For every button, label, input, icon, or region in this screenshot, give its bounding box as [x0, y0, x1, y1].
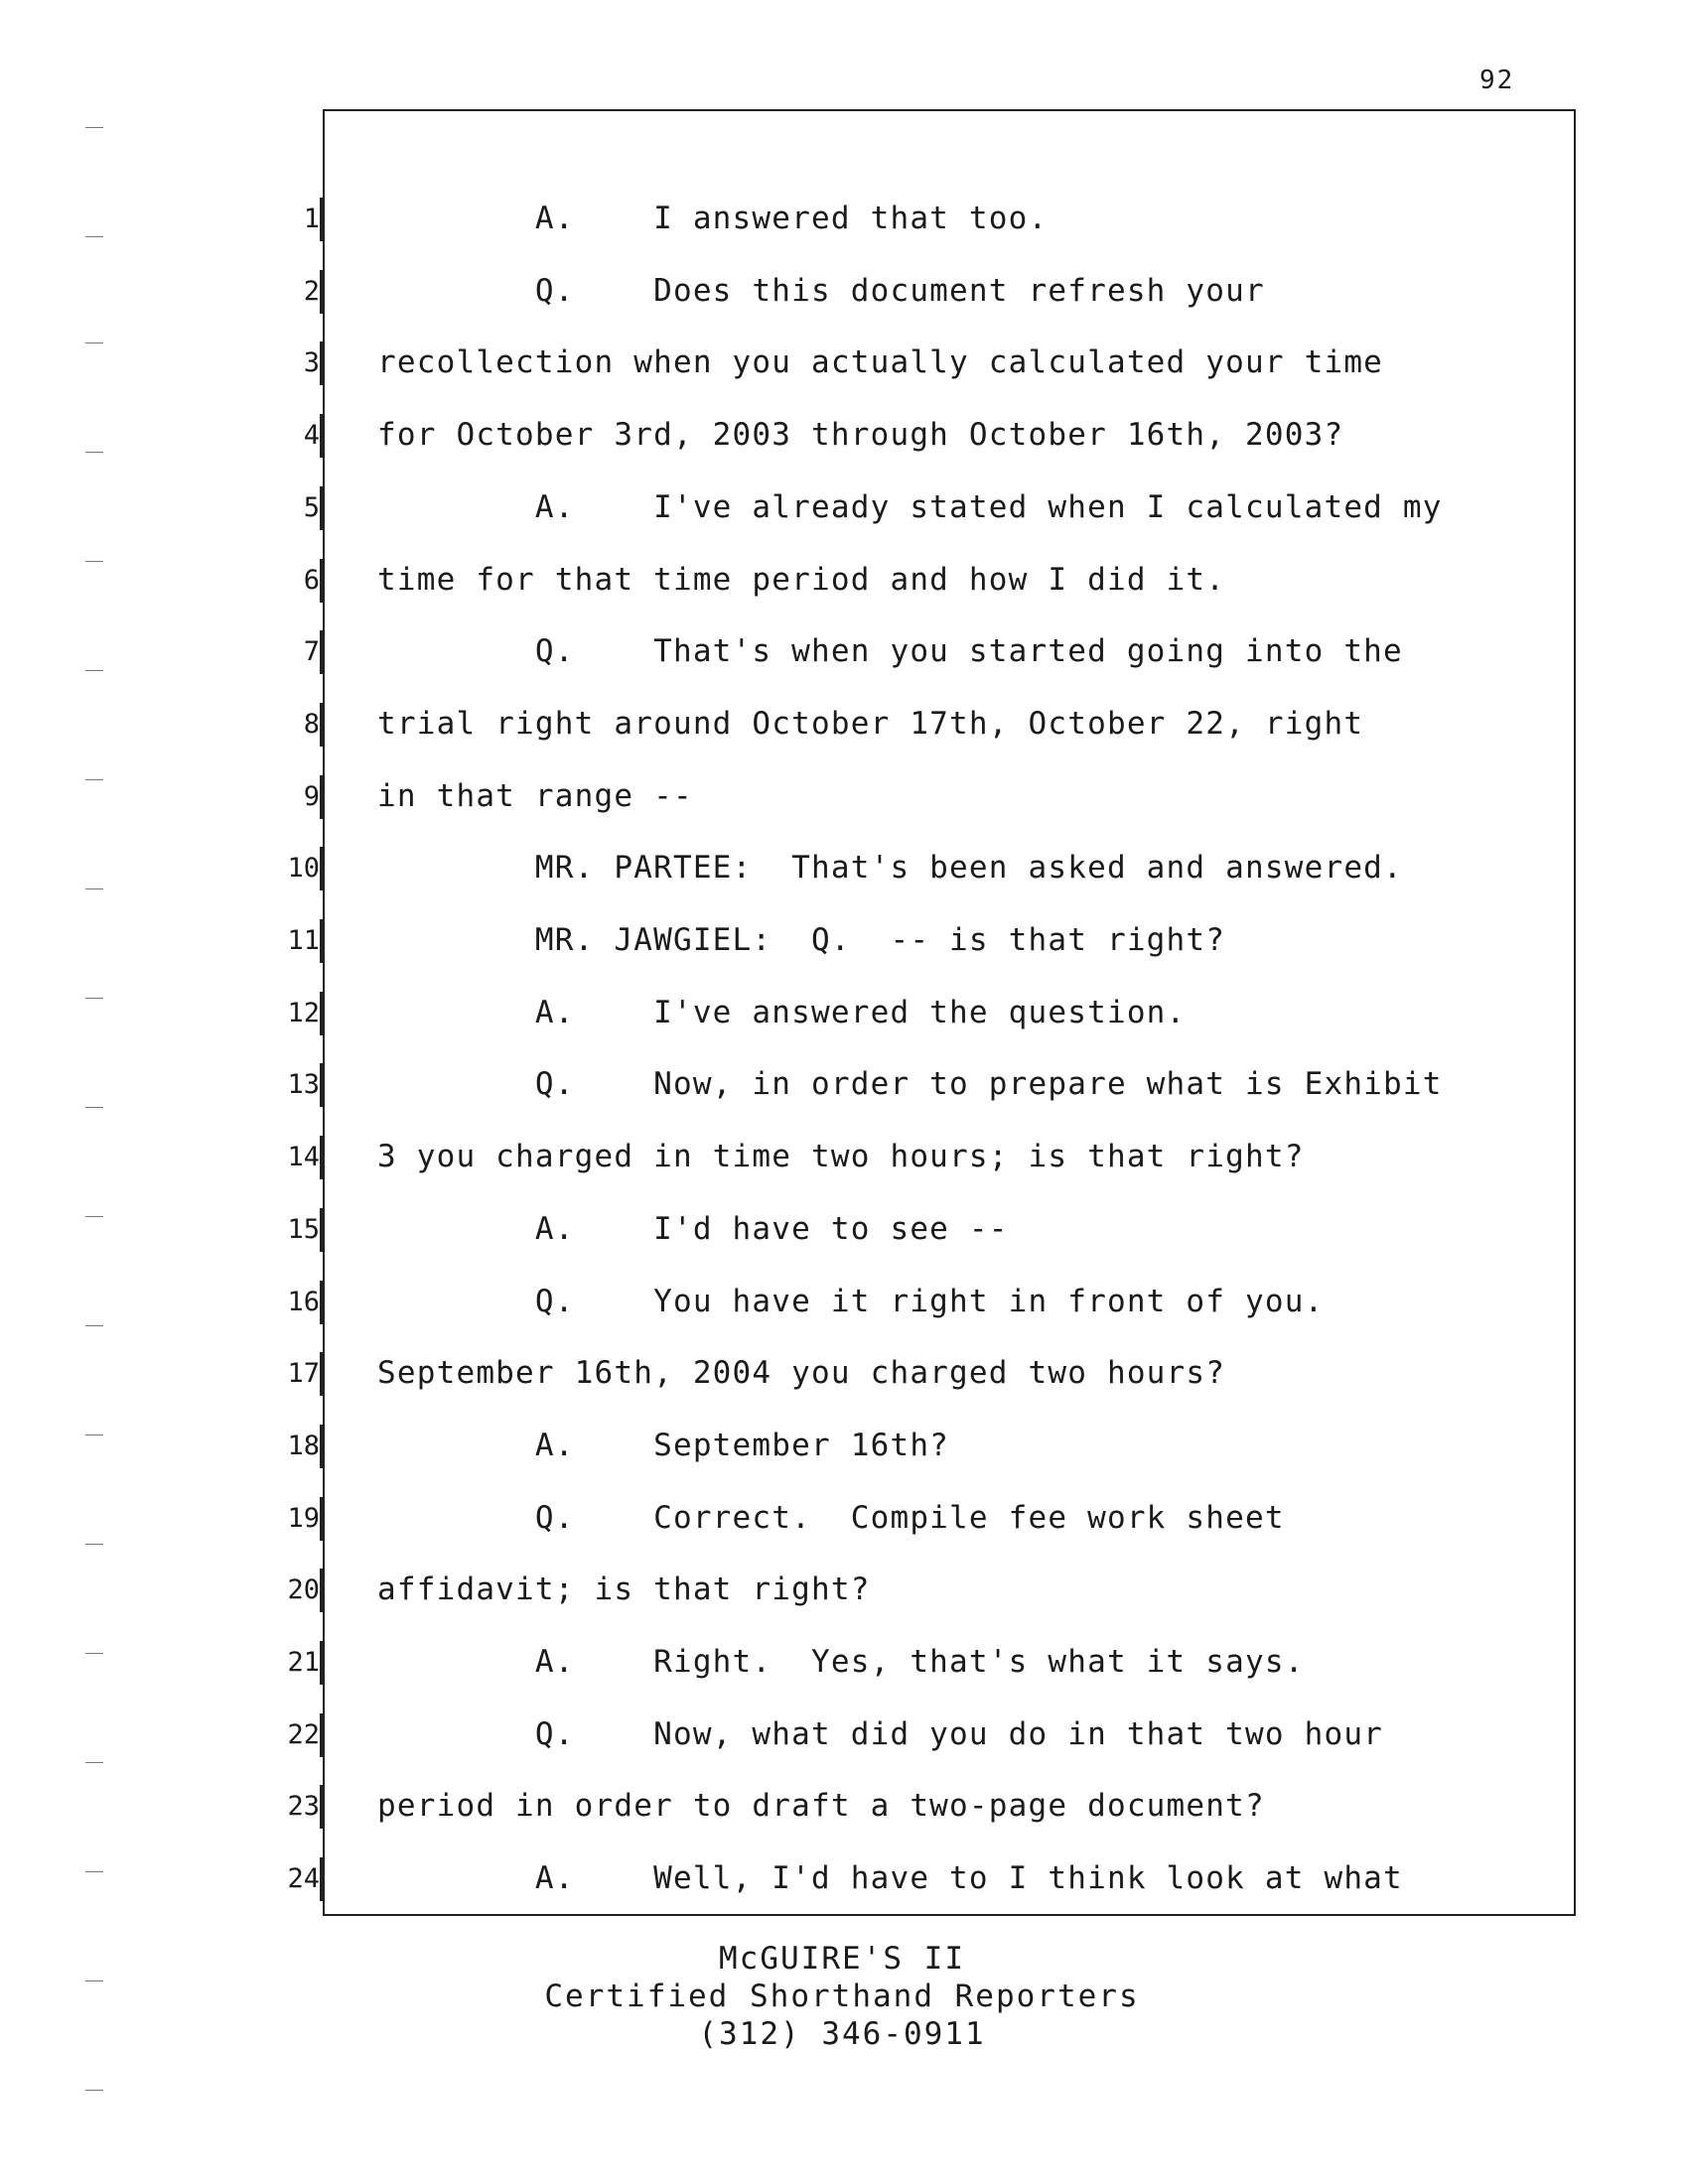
line-number-rule: [320, 559, 323, 603]
margin-mark: [85, 2090, 103, 2091]
transcript-line: Q. Now, in order to prepare what is Exhibit: [377, 1066, 1443, 1102]
line-number: 10: [287, 853, 320, 884]
line-number: 6: [303, 565, 320, 596]
margin-mark: [85, 127, 103, 128]
line-number: 7: [303, 636, 320, 667]
line-number: 15: [287, 1214, 320, 1245]
line-number: 4: [303, 420, 320, 451]
line-number-rule: [320, 1136, 323, 1179]
line-number: 8: [303, 709, 320, 740]
line-number-rule: [320, 1497, 323, 1541]
transcript-line: Q. You have it right in front of you.: [377, 1284, 1325, 1319]
margin-mark: [85, 561, 103, 562]
transcript-line: MR. PARTEE: That's been asked and answered.: [377, 850, 1403, 886]
margin-mark: [85, 670, 103, 671]
margin-mark: [85, 1762, 103, 1763]
transcript-line: for October 3rd, 2003 through October 16th, 2003?: [377, 417, 1344, 453]
margin-mark: [85, 342, 103, 343]
margin-mark: [85, 1653, 103, 1654]
line-number: 2: [303, 276, 320, 307]
transcript-line: A. I answered that too.: [377, 201, 1049, 236]
transcript-line: affidavit; is that right?: [377, 1571, 871, 1607]
margin-mark: [85, 236, 103, 237]
transcript-line: A. I've answered the question.: [377, 995, 1187, 1030]
margin-mark: [85, 452, 103, 453]
line-number-rule: [320, 270, 323, 314]
transcript-line: Q. Correct. Compile fee work sheet: [377, 1500, 1285, 1536]
line-number: 20: [287, 1574, 320, 1605]
transcript-line: MR. JAWGIEL: Q. -- is that right?: [377, 922, 1226, 958]
line-number: 17: [287, 1358, 320, 1389]
line-number: 5: [303, 492, 320, 523]
line-number-rule: [320, 1641, 323, 1685]
line-number: 9: [303, 781, 320, 812]
transcript-line: in that range --: [377, 778, 693, 814]
line-number-rule: [320, 1857, 323, 1901]
margin-mark: [85, 1871, 103, 1872]
transcript-line: A. September 16th?: [377, 1428, 950, 1463]
line-number: 22: [287, 1719, 320, 1750]
transcript-line: A. Well, I'd have to I think look at what: [377, 1860, 1403, 1896]
margin-mark: [85, 1434, 103, 1435]
transcript-line: A. I've already stated when I calculated my: [377, 489, 1443, 525]
line-number-rule: [320, 630, 323, 674]
line-number: 12: [287, 998, 320, 1028]
margin-mark: [85, 1980, 103, 1981]
line-number-rule: [320, 1063, 323, 1107]
line-number-rule: [320, 1281, 323, 1324]
transcript-line: September 16th, 2004 you charged two hours?: [377, 1355, 1226, 1391]
line-number-rule: [320, 1208, 323, 1252]
line-number: 19: [287, 1503, 320, 1534]
footer-company: McGUIRE'S II: [719, 1941, 965, 1977]
margin-mark: [85, 1325, 103, 1326]
line-number: 16: [287, 1287, 320, 1317]
margin-mark: [85, 779, 103, 780]
margin-mark: [85, 1107, 103, 1108]
line-number-rule: [320, 486, 323, 530]
margin-mark: [85, 888, 103, 889]
line-number: 13: [287, 1069, 320, 1100]
line-number: 1: [303, 204, 320, 234]
line-number-rule: [320, 992, 323, 1035]
line-number-rule: [320, 703, 323, 747]
line-number-rule: [320, 775, 323, 819]
transcript-line: period in order to draft a two-page document?: [377, 1788, 1265, 1824]
transcript-line: trial right around October 17th, October 22, right: [377, 706, 1364, 742]
line-number-rule: [320, 1352, 323, 1396]
margin-mark: [85, 1544, 103, 1545]
line-number: 14: [287, 1142, 320, 1172]
line-number-rule: [320, 1785, 323, 1829]
margin-mark: [85, 998, 103, 999]
transcript-line: 3 you charged in time two hours; is that right?: [377, 1139, 1305, 1174]
line-number-rule: [320, 341, 323, 385]
transcript-line: Q. That's when you started going into the: [377, 633, 1403, 669]
line-number-rule: [320, 847, 323, 890]
line-number-rule: [320, 1713, 323, 1757]
line-number-rule: [320, 198, 323, 241]
transcript-line: A. I'd have to see --: [377, 1211, 1009, 1247]
line-number-rule: [320, 1425, 323, 1468]
transcript-line: Q. Now, what did you do in that two hour: [377, 1716, 1384, 1752]
transcript-line: A. Right. Yes, that's what it says.: [377, 1644, 1305, 1680]
line-number-rule: [320, 919, 323, 963]
line-number-rule: [320, 414, 323, 458]
line-number: 3: [303, 347, 320, 378]
page-number: 92: [1479, 66, 1515, 95]
line-number-rule: [320, 1569, 323, 1612]
line-number: 18: [287, 1431, 320, 1461]
line-number: 23: [287, 1791, 320, 1822]
footer-phone: (312) 346-0911: [698, 2016, 986, 2052]
transcript-line: recollection when you actually calculated your time: [377, 344, 1384, 380]
footer-subtitle: Certified Shorthand Reporters: [544, 1979, 1140, 2014]
line-number: 21: [287, 1647, 320, 1678]
line-number: 24: [287, 1863, 320, 1894]
transcript-line: Q. Does this document refresh your: [377, 273, 1265, 309]
margin-mark: [85, 1216, 103, 1217]
line-number: 11: [287, 925, 320, 956]
transcript-line: time for that time period and how I did it.: [377, 562, 1226, 598]
